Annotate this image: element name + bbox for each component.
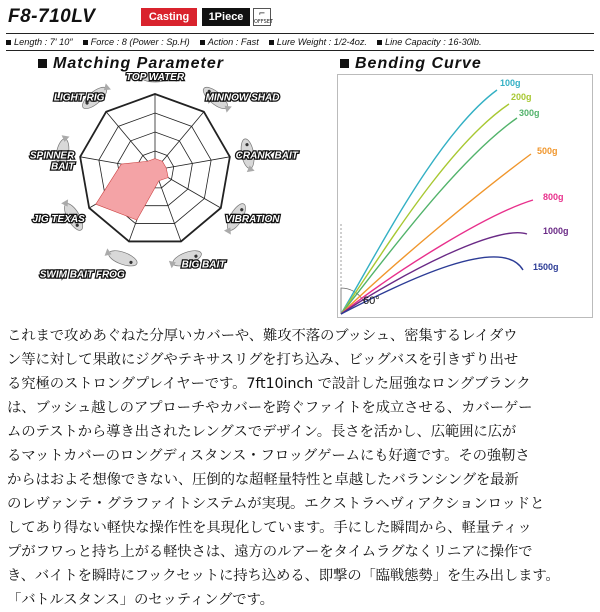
piece-badge: 1Piece — [202, 8, 250, 26]
description-line: プがフワっと持ち上がる軽快さは、遠方のルアーをタイムラグなくリニアに操作で — [7, 544, 533, 560]
description-line: る究極のストロングプレイヤーです。7ft10inch で設計した屈強なロングブランク — [7, 376, 531, 392]
description-line: ン等に対して果敢にジグやテキサスリグを打ち込み、ビッグバスを引きずり出せ — [7, 352, 518, 368]
description-line: からはおよそ想像できない、圧倒的な超軽量特性と卓越したバランシングを最新 — [7, 472, 519, 488]
bend-label-1500g: 1500g — [533, 262, 559, 272]
bend-label-800g: 800g — [543, 192, 564, 202]
radar-label-vibration: VIBRATION — [225, 214, 280, 225]
radar-label-spinner-bait: SPINNER BAIT — [29, 150, 75, 173]
bend-label-100g: 100g — [500, 78, 521, 88]
description-line: してあり得ない軽快な操作性を具現化しています。手にした瞬間から、軽量ティッ — [7, 520, 532, 536]
offset-icon-label: OFFSET — [254, 19, 273, 25]
radar-label-top-water: TOP WATER — [125, 72, 185, 83]
matching-parameter-title: Matching Parameter — [38, 55, 224, 73]
description-line: これまで攻めあぐねた分厚いカバーや、難攻不落のブッシュ、密集するレイダウ — [7, 328, 518, 344]
bending-curve-title: Bending Curve — [340, 55, 482, 73]
bending-curve-chart — [337, 74, 593, 318]
angle-label: 60° — [363, 295, 380, 307]
description-text — [7, 324, 595, 612]
spec-action: Action : Fast — [200, 37, 259, 47]
radar-label-jig-texas: JIG TEXAS — [32, 214, 85, 225]
radar-label-swim-bait-frog: SWIM BAIT FROG — [39, 269, 125, 281]
casting-badge: Casting — [141, 8, 197, 26]
description-line: ムのテストから導き出されたレングスでデザイン。長さを活かし、広範囲に広が — [7, 424, 517, 440]
bend-label-1000g: 1000g — [543, 226, 569, 236]
spec-force: Force : 8 (Power : Sp.H) — [83, 37, 190, 47]
model-name: F8-710LV — [8, 6, 96, 27]
matching-parameter-radar — [0, 72, 330, 322]
description-line: き、バイトを瞬時にフックセットに持ち込める、即撃の「臨戦態勢」を生み出します。 — [7, 568, 560, 584]
radar-label-big-bait: BIG BAIT — [181, 259, 226, 271]
bend-label-500g: 500g — [537, 146, 558, 156]
spec-lure-weight: Lure Weight : 1/2-4oz. — [269, 37, 367, 47]
description-line: るマットカバーのロングディスタンス・フロッグゲームにも好適です。その強靭さ — [7, 448, 530, 464]
description-line: のレヴァンテ・グラファイトシステムが実現。エクストラヘヴィアクションロッドと — [7, 496, 545, 512]
spec-line-capacity: Line Capacity : 16-30lb. — [377, 37, 482, 47]
spec-bar — [6, 33, 594, 51]
radar-label-light-rig: LIGHT RIG — [53, 92, 105, 104]
bend-label-300g: 300g — [519, 108, 540, 118]
description-line: は、ブッシュ越しのアプローチやカバーを跨ぐファイトを成立させる、カバーゲー — [7, 400, 533, 416]
bend-label-200g: 200g — [511, 92, 532, 102]
spec-length: Length : 7′ 10″ — [6, 37, 73, 47]
frog-lure-icon — [104, 247, 139, 270]
radar-label-crank-bait: CRANK BAIT — [235, 150, 298, 162]
description-line: 「バトルスタンス」のセッティングです。 — [7, 592, 274, 608]
radar-fill — [96, 159, 168, 220]
radar-label-minnow-shad: MINNOW SHAD — [205, 92, 280, 104]
offset-grip-icon: ⌐ OFFSET — [254, 9, 273, 25]
